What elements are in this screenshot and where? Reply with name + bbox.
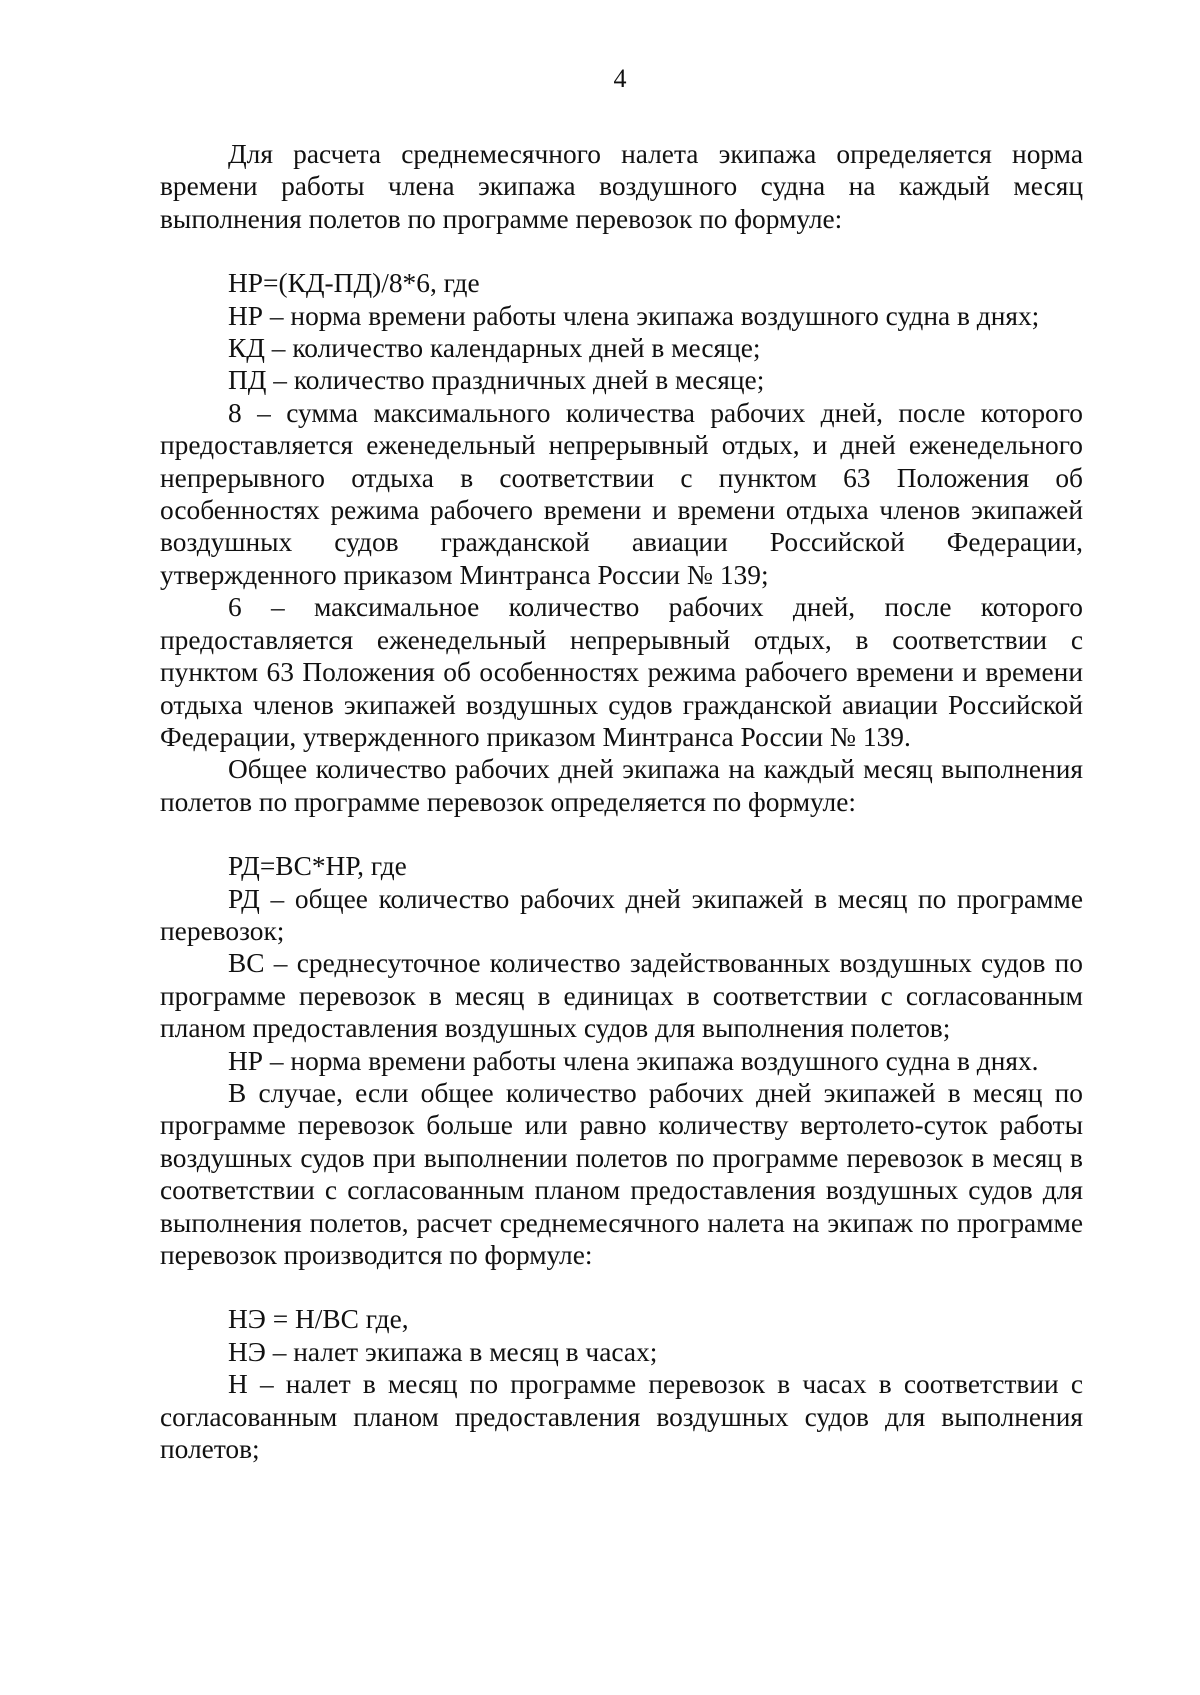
formula-rd: РД=ВС*НР, где — [228, 851, 407, 882]
definition-8: 8 – сумма максимального количества рабочих дней, после которого предоставляется еженедельный непрерывный отдых, и дней еженедельного непрерывного отдыха в соответствии с пунктом 63 Положения об особенностях режима рабочего времени и времени отдыха членов экипажей воздушных судов гражданской авиации Российской Федерации, утвержденного приказом Минтранса России № 139; — [160, 397, 1083, 590]
definition-kd: КД – количество календарных дней в месяце; — [228, 333, 761, 364]
definition-vs: ВС – среднесуточное количество задействованных воздушных судов по программе перевозок в месяц в единицах в соответствии с согласованным планом предоставления воздушных судов для выполнения полетов; — [160, 948, 1083, 1044]
formula-hr: НР=(КД-ПД)/8*6, где — [228, 268, 480, 299]
page-number: 4 — [613, 64, 627, 93]
definition-6: 6 – максимальное количество рабочих дней, после которого предоставляется еженедельный непрерывный отдых, в соответствии с пунктом 63 Положения об особенностях режима рабочего времени и времени отдыха членов экипажей воздушных судов гражданской авиации Российской Федерации, утвержденного приказом Минтранса России № 139. — [160, 592, 1083, 752]
paragraph-intro: Для расчета среднемесячного налета экипажа определяется норма времени работы члена экипажа воздушного судна на каждый месяц выполнения полетов по программе перевозок по формуле: — [160, 139, 1083, 234]
definition-rd: РД – общее количество рабочих дней экипажей в месяц по программе перевозок; — [160, 883, 1083, 946]
formula-ne: НЭ = Н/ВС где, — [228, 1304, 409, 1335]
page-body — [160, 138, 1083, 1465]
paragraph-case: В случае, если общее количество рабочих дней экипажей в месяц по программе перевозок больше или равно количеству вертолето-суток работы воздушных судов при выполнении полетов по программе перевозок в месяц в соответствии с согласованным планом предоставления воздушных судов для выполнения полетов, расчет среднемесячного налета на экипаж по программе перевозок производится по формуле: — [160, 1077, 1083, 1270]
definition-hr-repeat: НР – норма времени работы члена экипажа воздушного судна в днях. — [228, 1045, 1039, 1076]
paragraph-total-days: Общее количество рабочих дней экипажа на каждый месяц выполнения полетов по программе перевозок определяется по формуле: — [160, 754, 1083, 817]
definition-hr: НР – норма времени работы члена экипажа воздушного судна в днях; — [228, 300, 1040, 331]
definition-pd: ПД – количество праздничных дней в месяце; — [228, 365, 765, 396]
definition-n: Н – налет в месяц по программе перевозок в часах в соответствии с согласованным планом предоставления воздушных судов для выполнения полетов; — [160, 1369, 1083, 1465]
definition-ne: НЭ – налет экипажа в месяц в часах; — [228, 1336, 658, 1367]
